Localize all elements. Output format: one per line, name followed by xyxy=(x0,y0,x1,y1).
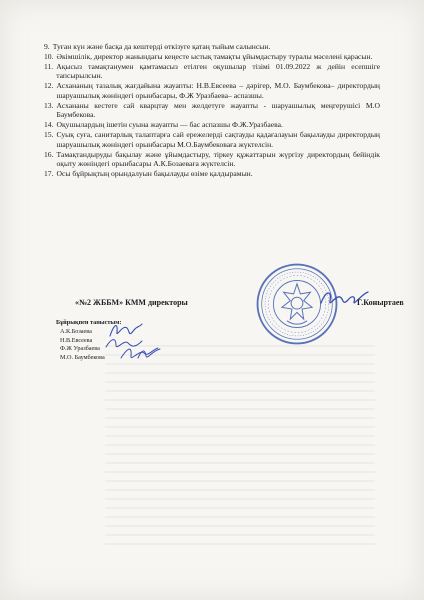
list-item xyxy=(44,130,380,149)
item-number: 11. xyxy=(44,62,54,71)
list-item xyxy=(44,81,380,100)
item-text: Суық суға, санитарлық талаптарға сай ережелерді сақтауды қадағалауын бақылауды директордың шаруашылық жөніндегі орынбасары М.О.Баумбековаға жүктелсін. xyxy=(56,130,380,149)
director-name: Г.Коныртаев xyxy=(357,298,404,307)
item-number: 14. xyxy=(44,120,54,130)
list-item xyxy=(44,101,380,120)
item-text: Ақысыз тамақтанумен қамтамасыз етілген оқушылар тізімі 01.09.2022 ж дейін есепшіге тапсырылсын. xyxy=(56,62,380,81)
acknowledged-person: А.К.Бозаева xyxy=(60,328,92,336)
list-item xyxy=(44,42,380,51)
item-text: Әкімшілік, директор жанындағы кеңесте ыстық тамақты ұйымдастыру туралы мәселені қарасын. xyxy=(56,52,373,61)
acknowledged-person: Ф.Ж Уразбаева xyxy=(60,345,100,353)
list-item xyxy=(44,120,380,129)
acknowledgement-heading: Бұйрықпен таныстым: xyxy=(56,319,122,326)
item-number: 16. xyxy=(44,149,54,159)
item-number: 17. xyxy=(44,169,54,179)
item-number: 15. xyxy=(44,130,54,140)
order-body xyxy=(44,42,380,179)
item-text: Асхананы кестеге сай кварцтау мен желдетуге жауапты - шаруашылық меңгерушісі М.О Баумбекова. xyxy=(56,100,380,120)
item-number: 13. xyxy=(44,100,54,110)
signature-baumbekova xyxy=(136,346,162,362)
item-number: 9. xyxy=(44,42,50,51)
item-text: Асхананың тазалық жағдайына жауапты: Н.В.Евсеева – дәрігер, М.О. Баумбекова– директордың шаруашылық жөніндегі орынбасары, Ф.Ж Уразбаева– аспазшы. xyxy=(56,81,380,100)
acknowledged-person: М.О. Баумбекова xyxy=(60,353,105,361)
director-title: «№2 ЖББМ» КММ директоры xyxy=(75,298,188,307)
item-text: Оқушылардың ішетін суына жауапты — бас аспазшы Ф.Ж.Уразбаева. xyxy=(56,120,283,130)
item-text: Осы бұйрықтың орындалуын бақылауды өзіме қалдырамын. xyxy=(56,169,253,179)
item-text: Туған күн және басқа да кештерді өткізуге қатаң тыйым салынсын. xyxy=(52,42,271,51)
list-item xyxy=(44,52,380,61)
order-items-list xyxy=(44,42,380,178)
list-item xyxy=(44,169,380,178)
item-text: Тамақтандыруды бақылау және ұйымдастыру, тіркеу құжаттарын жүргізу директордың бейіндік оқыту жөніндегі орынбасары А.К.Бозаеваға жүктелсін. xyxy=(56,149,380,169)
list-item xyxy=(44,62,380,81)
acknowledged-person: Н.В.Евсеева xyxy=(60,336,93,344)
item-number: 12. xyxy=(44,81,54,91)
bleed-through-text xyxy=(105,345,375,545)
list-item xyxy=(44,150,380,169)
item-number: 10. xyxy=(44,52,54,61)
